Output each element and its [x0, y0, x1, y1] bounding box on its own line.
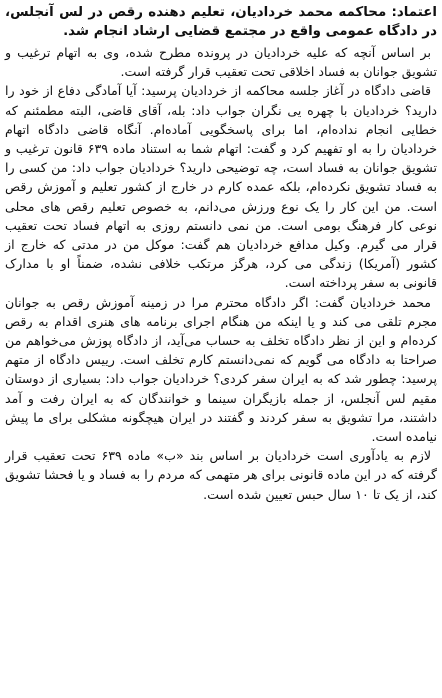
article-title: اعتماد: محاکمه محمد خردادیان، تعلیم دهنده رقص در لس آنجلس، در دادگاه عمومی واقع در مجتمع قضایی ارشاد انجام شد. [5, 5, 437, 39]
paragraph-2: قاضی دادگاه در آغاز جلسه محاکمه از خردادیان پرسید: آیا آمادگی دفاع از خود را دارید؟ خردادیان با چهره یی نگران جواب داد: بله، آقای قاضی، البته مطمئنم که خطایی انجام نداده‌ام، اما برای پاسخگویی آماده‌ام. آنگاه قاضی دادگاه اتهام خردادیان را به او تفهیم کرد و گفت: اتهام شما به استناد ماده ۶۳۹ قانون ترغیب و تشویق جوانان به فساد است، چه توضیحی دارید؟ خردادیان جواب داد: من کسی را به فساد تشویق نکرده‌ام، بلکه عمده کارم در خارج از کشور تعلیم و آموزش رقص است. من این کار را یک نوع ورزش می‌دانم، به خصوص تعلیم رقص های محلی نوعی کار فرهنگ بومی است. من نمی دانستم روزی به اتهام فساد تحت تعقیب قرار می گیرم. وکیل مدافع خردادیان هم گفت: موکل من در مدتی که خارج از کشور (آمریکا) زندگی می کرد، هرگز مرتکب خلافی نشده، ضمناً او با مدارک قانونی به سفر پرداخته است. [5, 83, 438, 291]
paragraph-1: بر اساس آنچه که علیه خردادیان در پرونده مطرح شده، وی به اتهام ترغیب و تشویق جوانان به فساد اخلاقی تحت تعقیب قرار گرفته است. [5, 45, 437, 80]
paragraph-3: محمد خردادیان گفت: اگر دادگاه محترم مرا در زمینه آموزش رقص به جوانان مجرم تلقی می کند و یا اینکه من هنگام اجرای برنامه های هنری اقدام به رقص کرده‌ام و این از نظر دادگاه تخلف به حساب می‌آید، از دادگاه پوزش می‌خواهم من صراحتا به دادگاه می گویم که نمی‌دانستم کارم تخلف است. رییس دادگاه از متهم پرسید: چطور شد که به ایران سفر کردی؟ خردادیان جواب داد: بسیاری از دوستان مقیم لس آنجلس، از جمله بازیگران سینما و خوانندگان که به ایران رفت و آمد داشتند، مرا تشویق به سفر کردند و گفتند در ایران هیچگونه مشکلی برای ما پیش نیامده است. [5, 294, 437, 445]
paragraph-4: لازم به یادآوری است خردادیان بر اساس بند «ب» ماده ۶۳۹ تحت تعقیب قرار گرفته که در این ماده قانونی برای هر متهمی که مردم را به فساد و یا فحشا تشویق کند، از یک تا ۱۰ سال حبس تعیین شده است. [5, 448, 437, 502]
